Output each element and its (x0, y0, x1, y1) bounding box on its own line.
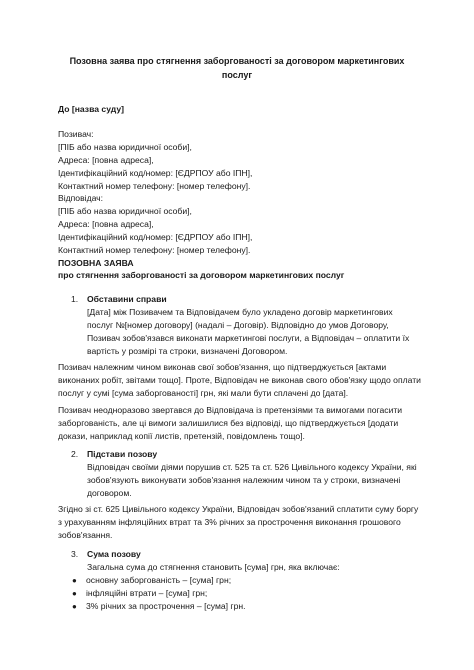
claim-heading: ПОЗОВНА ЗАЯВА (58, 258, 134, 268)
defendant-line: Ідентифікаційний код/номер: [ЄДРПОУ або ІПН], (58, 232, 253, 242)
section-title: Обставини справи (87, 294, 167, 304)
paragraph: Позивач належним чином виконав свої зобов'язання, що підтверджується [актами виконаних робіт, звітами тощо]. Проте, Відповідач не виконав свого обов'язку щодо оплати послуг у сумі [сума заборгованості] грн, які мали бути сплачені до [дата]. (58, 362, 421, 398)
bullet-item (72, 600, 412, 613)
bullet-dot-icon: ● (72, 602, 77, 611)
section-number: 2. (71, 449, 79, 459)
claim-subheading: про стягнення заборгованості за договором маркетингових послуг (58, 270, 345, 280)
paragraph: Позивач неодноразово звертався до Відповідача із претензіями та вимогами погасити заборгованість, але ці вимоги залишилися без відповіді, що підтверджується [додати докази, наприклад копії листів, претензій, повідомлень тощо]. (58, 405, 403, 441)
section-body: Загальна сума до стягнення становить [сума] грн, яка включає: (87, 562, 340, 572)
plaintiff-label: Позивач: (58, 129, 94, 139)
section-title: Сума позову (87, 549, 141, 559)
plaintiff-block (58, 128, 418, 193)
court-name: До [назва суду] (58, 104, 124, 114)
plaintiff-line: Ідентифікаційний код/номер: [ЄДРПОУ або ІПН], (58, 168, 253, 178)
section-body: Відповідач своїми діями порушив ст. 525 та ст. 526 Цивільного кодексу України, які зобов'язують виконувати зобов'язання належним чином та у строки, визначені договором. (87, 462, 417, 498)
plaintiff-line: Контактний номер телефону: [номер телефону]. (58, 181, 251, 191)
bullet-text: інфляційні втрати – [сума] грн; (86, 588, 208, 598)
document-title: Позовна заява про стягнення заборгованості за договором маркетингових послуг (69, 56, 405, 80)
bullet-dot-icon: ● (72, 576, 77, 585)
defendant-block (58, 192, 418, 257)
bullet-item (72, 574, 412, 587)
section-number: 3. (71, 549, 79, 559)
defendant-line: Контактний номер телефону: [номер телефону]. (58, 245, 251, 255)
bullet-list (72, 574, 412, 613)
section-title: Підстави позову (87, 449, 158, 459)
section-body: [Дата] між Позивачем та Відповідачем було укладено договір маркетингових послуг №[номер договору] (надалі – Договір). Відповідно до умов Договору, Позивач зобов'язався виконати маркетингові послуги, а Відповідач – оплатити їх вартість у розмірі та строки, визначені Договором. (87, 307, 410, 356)
bullet-text: основну заборгованість – [сума] грн; (86, 575, 232, 585)
plaintiff-line: Адреса: [повна адреса], (58, 155, 154, 165)
bullet-text: 3% річних за прострочення – [сума] грн. (86, 601, 246, 611)
paragraph: Згідно зі ст. 625 Цивільного кодексу України, Відповідач зобов'язаний сплатити суму боргу з урахуванням інфляційних втрат та 3% річних за прострочення виконання грошового зобов'язання. (58, 504, 419, 540)
defendant-line: [ПІБ або назва юридичної особи], (58, 206, 192, 216)
bullet-item (72, 587, 412, 600)
bullet-dot-icon: ● (72, 589, 77, 598)
defendant-line: Адреса: [повна адреса], (58, 219, 154, 229)
defendant-label: Відповідач: (58, 193, 104, 203)
section-number: 1. (71, 294, 79, 304)
plaintiff-line: [ПІБ або назва юридичної особи], (58, 142, 192, 152)
